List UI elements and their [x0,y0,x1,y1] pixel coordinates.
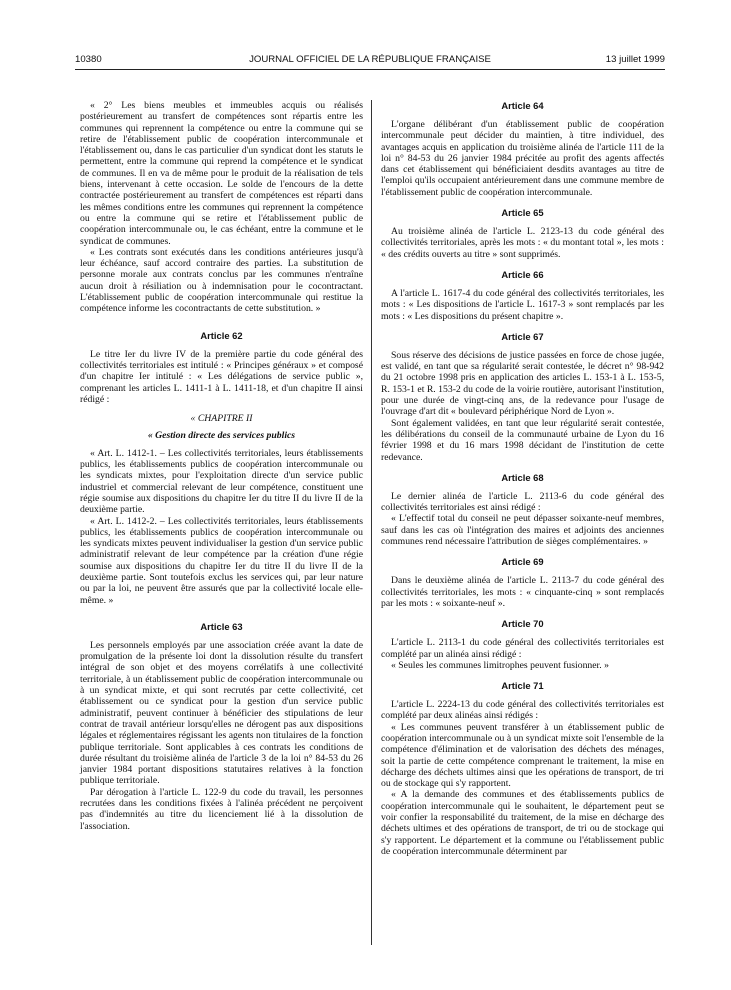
paragraph: Dans le deuxième alinéa de l'article L. 2113-7 du code général des collectivités territoriales, les mots : « cinquante-cinq » sont remplacés par les mots : « soixante-neuf ». [381,575,664,609]
article-68-heading: Article 68 [501,471,544,483]
article-66-heading: Article 66 [501,268,544,280]
paragraph: « Seules les communes limitrophes peuvent fusionner. » [391,659,609,671]
paragraph: Sous réserve des décisions de justice passées en force de chose jugée, est validé, en tant que sa régularité serait contestée, le décret n° 98-942 du 21 octobre 1998 pris en application des articles L. 153-1 à L. 153-5, R. 153-1 et R. 153-2 du code de la voirie routière, autorisant l'institution, pour une durée de vingt-cinq ans, de la redevance pour l'usage de l'ouvrage d'art dit « boulevard périphérique Nord de Lyon ». [381,349,664,418]
paragraph: « Art. L. 1412-1. – Les collectivités territoriales, leurs établissements publics, les établissements publics de coopération intercommunale ou les syndicats mixtes, pour l'exploitation directe d'un service public industriel et commercial relevant de leur compétence, constituent une régie soumise aux dispositions du chapitre Ier du titre II du livre II de la deuxième partie. [80,447,363,516]
article-71-heading: Article 71 [501,680,544,692]
header-rule [75,69,665,70]
paragraph: « Les contrats sont exécutés dans les conditions antérieures jusqu'à leur échéance, sauf accord contraire des parties. La substitution de personne morale aux contrats conclus par les communes n'entraîne aucun droit à résiliation ou à indemnisation pour le cocontractant. L'établissement public de coopération intercommunale qui restitue la compétence informe les cocontractants de cette substitution. » [80,246,363,315]
article-62-heading: Article 62 [200,329,243,341]
chapter-label: « CHAPITRE II [190,413,253,425]
paragraph: « L'effectif total du conseil ne peut dépasser soixante-neuf membres, sauf dans les cas où l'intégration des maires et adjoints des anciennes communes rend nécessaire l'attribution de sièges complémentaires. » [381,513,664,548]
paragraph: « A la demande des communes et des établissements publics de coopération intercommunale qui le souhaitent, le département peut se voir confier la responsabilité du traitement, de la mise en décharge des déchets ultimes et des opérations de transport, de tri ou de stockage qui s'y rapportent. Le département et la commune ou l'établissement public de coopération intercommunale déterminent par [381,789,664,857]
article-63-heading: Article 63 [200,620,243,632]
paragraph: « Art. L. 1412-2. – Les collectivités territoriales, leurs établissements publics, les établissements publics de coopération intercommunale ou les syndicats mixtes peuvent individualiser la gestion d'un service public administratif relevant de leur compétence par la création d'une régie soumise aux dispositions du chapitre Ier du titre II du livre II de la deuxième partie. Sont toutefois exclus les services qui, par leur nature ou par la loi, ne peuvent être assurés que par la collectivité locale elle-même. » [80,515,363,606]
publication-date: 13 juillet 1999 [605,54,665,65]
article-64-heading: Article 64 [501,100,544,111]
right-column [381,100,664,857]
article-67-heading: Article 67 [501,330,544,342]
paragraph: Au troisième alinéa de l'article L. 2123-13 du code général des collectivités territoriales, après les mots : « du montant total », les mots : « des crédits ouverts au titre » sont supprimés. [381,226,664,260]
paragraph: L'article L. 2224-13 du code général des collectivités territoriales est complété par deux alinéas ainsi rédigés : [381,699,664,722]
page-number: 10380 [75,54,102,65]
chapter-title: « Gestion directe des services publics [147,430,296,442]
journal-title: JOURNAL OFFICIEL DE LA RÉPUBLIQUE FRANÇAISE [249,54,491,65]
paragraph: Par dérogation à l'article L. 122-9 du code du travail, les personnes recrutées dans les conditions fixées à l'alinéa précédent ne perçoivent pas d'indemnités au titre du licenciement lié à la dissolution de l'association. [80,786,363,832]
column-divider [371,100,372,945]
left-column [80,100,363,832]
paragraph: L'article L. 2113-1 du code général des collectivités territoriales est complété par un alinéa ainsi rédigé : [381,637,664,660]
article-65-heading: Article 65 [501,207,544,219]
paragraph: Sont également validées, en tant que leur régularité serait contestée, les délibérations du conseil de la communauté urbaine de Lyon du 16 février 1998 et du 16 mars 1998 décidant de l'institution de cette redevance. [381,417,664,463]
paragraph: A l'article L. 1617-4 du code général des collectivités territoriales, les mots : « Les dispositions de l'article L. 1617-3 » sont remplacés par les mots : « Les dispositions du présent chapitre ». [381,287,664,322]
paragraph: « Les communes peuvent transférer à un établissement public de coopération intercommunale ou à un syndicat mixte soit l'ensemble de la compétence d'élimination et de valorisation des déchets des ménages, soit la partie de cette compétence comprenant le traitement, la mise en décharge des déchets ultimes ainsi que les opérations de transport, de tri ou de stockage qui s'y rapportent. [381,721,664,790]
paragraph: Le dernier alinéa de l'article L. 2113-6 du code général des collectivités territoriales est ainsi rédigé : [381,490,664,514]
paragraph: « 2° Les biens meubles et immeubles acquis ou réalisés postérieurement au transfert de compétences sont répartis entre les communes qui reprennent la compétence ou entre la commune qui se retire de l'établissement public de coopération intercommunale et l'établissement ou, dans le cas particulier d'un syndicat dont les statuts le permettent, entre la commune qui reprend la compétence et le syndicat de communes. Il en va de même pour le produit de la réalisation de tels biens, intervenant à cette occasion. Le solde de l'encours de la dette contractée postérieurement au transfert de compétences est réparti dans les mêmes conditions entre les communes qui reprennent la compétence ou entre la commune qui se retire et l'établissement public de coopération intercommunale ou, le cas échéant, entre la commune et le syndicat de communes. [80,100,363,247]
page-header [75,54,665,68]
paragraph: Les personnels employés par une association créée avant la date de promulgation de la présente loi dont la dissolution résulte du transfert intégral de son objet et des moyens corrélatifs à une collectivité territoriale, à un établissement public de coopération intercommunale ou à un syndicat mixte, et qui sont recrutés par cette collectivité, cet établissement ou ce syndicat pour la gestion d'un service public administratif, peuvent continuer à bénéficier des stipulations de leur contrat de travail antérieur lorsqu'elles ne dérogent pas aux dispositions légales et réglementaires régissant les agents non titulaires de la fonction publique territoriale. Sont applicables à ces contrats les conditions de durée résultant du troisième alinéa de l'article 3 de la loi n° 84-53 du 26 janvier 1984 portant dispositions statutaires relatives à la fonction publique territoriale. [80,639,363,787]
paragraph: Le titre Ier du livre IV de la première partie du code général des collectivités territoriales est intitulé : « Principes généraux » et composé d'un chapitre Ier intitulé : « Les délégations de service public », comprenant les articles L. 1411-1 à L. 1411-18, et d'un chapitre II ainsi rédigé : [80,348,363,405]
paragraph: L'organe délibérant d'un établissement public de coopération intercommunale peut décider du maintien, à titre individuel, des avantages acquis en application du troisième alinéa de l'article 111 de la loi n° 84-53 du 26 janvier 1984 précitée au profit des agents affectés dans cet établissement qui bénéficiaient desdits avantages au titre de l'emploi qu'ils occupaient antérieurement dans une commune membre de l'établissement public de coopération intercommunale. [381,119,664,198]
article-69-heading: Article 69 [501,556,544,568]
article-70-heading: Article 70 [501,618,544,630]
